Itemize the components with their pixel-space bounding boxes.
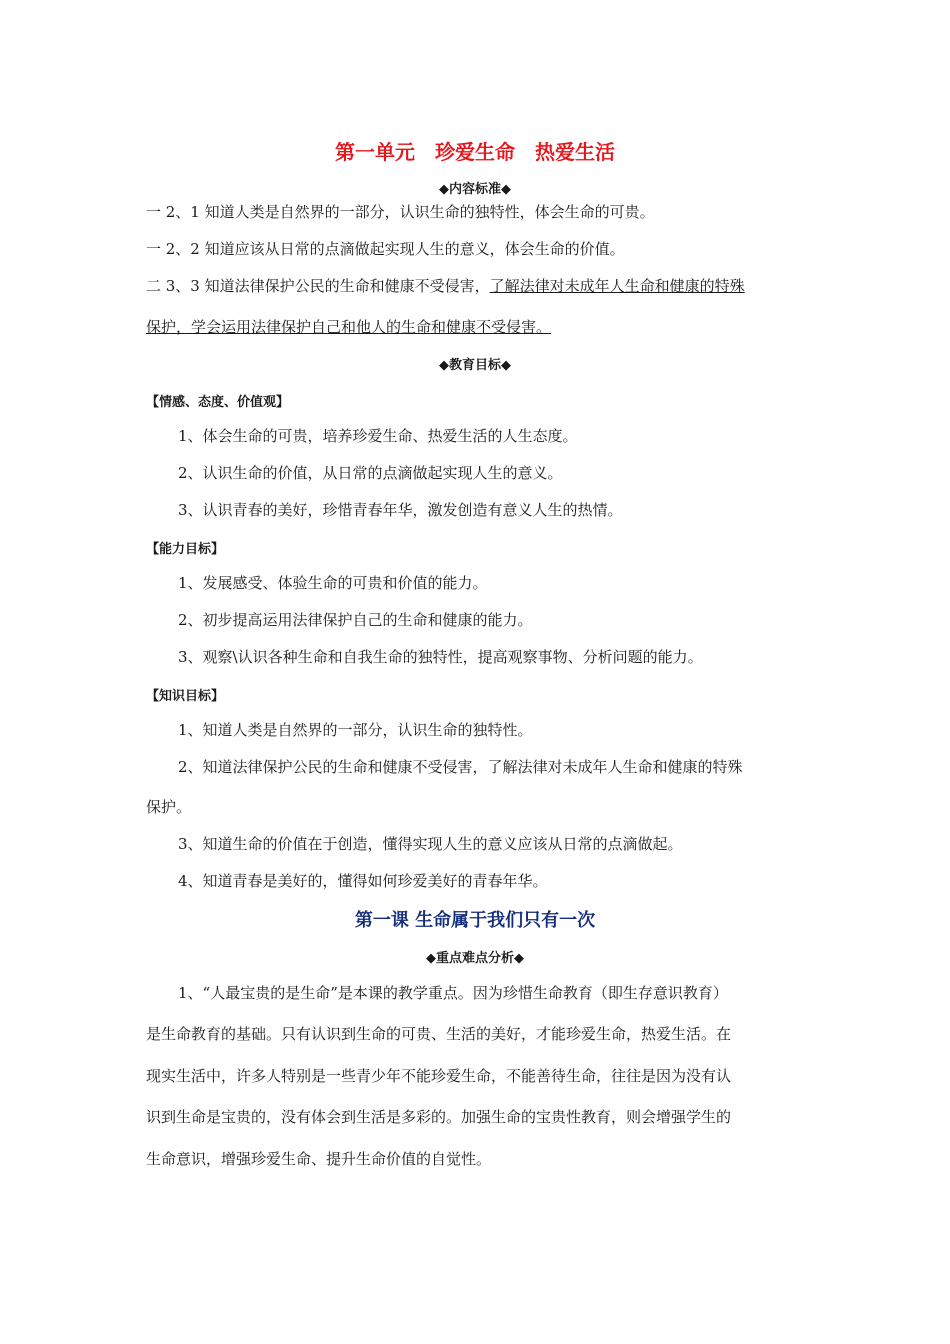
analysis-line: 是生命教育的基础。只有认识到生命的可贵、生活的美好，才能珍爱生命，热爱生活。在 <box>146 1025 732 1043</box>
standard-line-2: 一 2、2 知道应该从日常的点滴做起实现人生的意义，体会生命的价值。 <box>146 240 625 258</box>
education-goals-heading: ◆教育目标◆ <box>439 358 511 373</box>
knowledge-goal-item: 保护。 <box>146 798 192 816</box>
lesson-title: 第一课 生命属于我们只有一次 <box>354 910 596 931</box>
emotion-goal-item: 2、认识生命的价值，从日常的点滴做起实现人生的意义。 <box>178 464 563 482</box>
emotion-goals-heading: 【情感、态度、价值观】 <box>146 395 290 410</box>
analysis-line: 识到生命是宝贵的，没有体会到生活是多彩的。加强生命的宝贵性教育，则会增强学生的 <box>146 1108 732 1126</box>
knowledge-goal-item: 3、知道生命的价值在于创造，懂得实现人生的意义应该从日常的点滴做起。 <box>178 835 683 853</box>
knowledge-goal-item: 4、知道青春是美好的，懂得如何珍爱美好的青春年华。 <box>178 872 548 890</box>
analysis-line: 生命意识，增强珍爱生命、提升生命价值的自觉性。 <box>146 1150 492 1168</box>
content-standard-heading: ◆内容标准◆ <box>439 182 511 197</box>
ability-goal-item: 1、发展感受、体验生命的可贵和价值的能力。 <box>178 574 488 592</box>
emotion-goal-item: 1、体会生命的可贵，培养珍爱生命、热爱生活的人生态度。 <box>178 427 578 445</box>
knowledge-goal-item: 1、知道人类是自然界的一部分，认识生命的独特性。 <box>178 721 533 739</box>
standard-line-3-text: 二 3、3 知道法律保护公民的生命和健康不受侵害， <box>146 277 490 295</box>
standard-line-3-underlined: 了解法律对未成年人生命和健康的特殊 <box>489 277 745 295</box>
standard-line-3 <box>146 276 816 296</box>
standard-line-1: 一 2、1 知道人类是自然界的一部分，认识生命的独特性，体会生命的可贵。 <box>146 203 655 221</box>
knowledge-goal-item: 2、知道法律保护公民的生命和健康不受侵害，了解法律对未成年人生命和健康的特殊 <box>178 758 743 776</box>
analysis-heading: ◆重点难点分析◆ <box>426 951 524 966</box>
ability-goal-item: 2、初步提高运用法律保护自己的生命和健康的能力。 <box>178 611 533 629</box>
knowledge-goals-heading: 【知识目标】 <box>146 689 225 704</box>
standard-line-4 <box>146 317 816 337</box>
ability-goals-heading: 【能力目标】 <box>146 542 225 557</box>
unit-title: 第一单元 珍爱生命 热爱生活 <box>335 140 615 164</box>
analysis-line: 1、“人最宝贵的是生命”是本课的教学重点。因为珍惜生命教育（即生存意识教育） <box>178 984 728 1002</box>
analysis-line: 现实生活中，许多人特别是一些青少年不能珍爱生命，不能善待生命，往往是因为没有认 <box>146 1067 732 1085</box>
standard-line-4-underlined: 保护，学会运用法律保护自己和他人的生命和健康不受侵害。 <box>146 318 552 336</box>
emotion-goal-item: 3、认识青春的美好，珍惜青春年华，激发创造有意义人生的热情。 <box>178 501 623 519</box>
ability-goal-item: 3、观察\认识各种生命和自我生命的独特性，提高观察事物、分析问题的能力。 <box>178 648 703 666</box>
